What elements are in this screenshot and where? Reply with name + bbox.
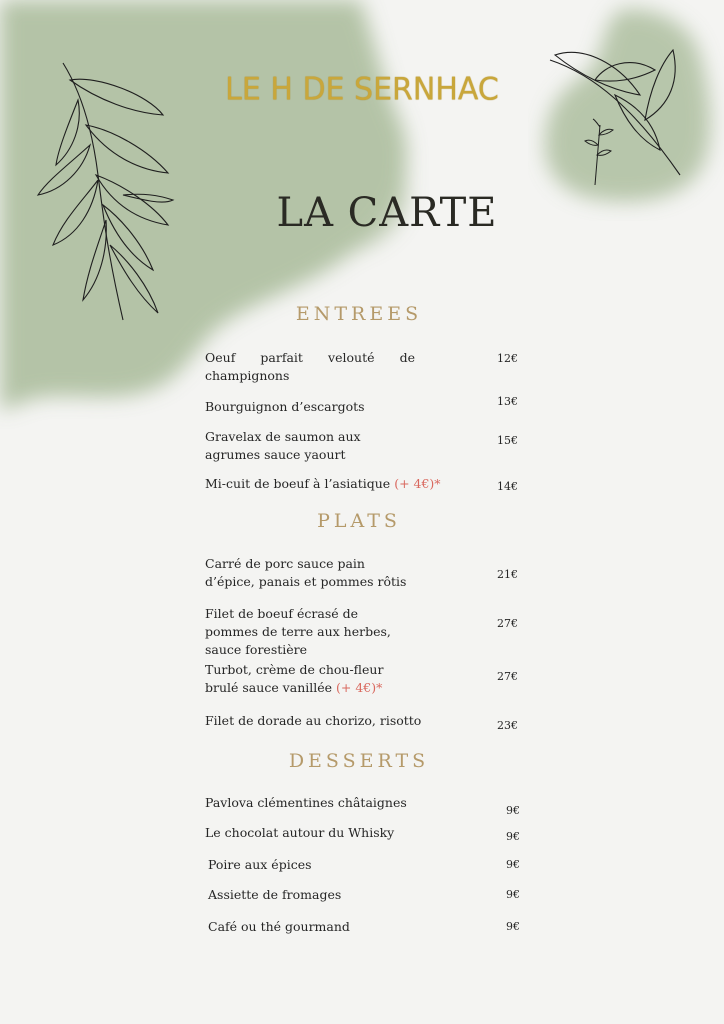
- menu-item-price: 12€: [497, 352, 518, 365]
- menu-item: [205, 661, 415, 697]
- menu-title: LA CARTE: [276, 190, 498, 236]
- menu-item-price: 23€: [497, 719, 518, 732]
- menu-item-name: Carré de porc sauce pain d’épice, panais et pommes rôtis: [205, 556, 407, 589]
- supplement-note: (+ 4€)*: [394, 476, 441, 491]
- small-sprig-icon: [585, 119, 613, 185]
- menu-item-price: 15€: [497, 434, 518, 447]
- menu-item-price: 9€: [506, 830, 520, 843]
- section-title-entrees: ENTREES: [295, 303, 423, 325]
- menu-item-price: 9€: [506, 804, 520, 817]
- menu-item-name: Filet de boeuf écrasé de pommes de terre aux herbes, sauce forestière: [205, 606, 391, 657]
- supplement-note: (+ 4€)*: [336, 680, 383, 695]
- menu-item-name: Oeuf parfait velouté de champignons: [205, 350, 415, 383]
- menu-item-name: Bourguignon d’escargots: [205, 399, 365, 414]
- menu-item-name: Poire aux épices: [208, 857, 312, 872]
- menu-item-price: 9€: [506, 920, 520, 933]
- olive-branch-right-icon: [545, 35, 695, 195]
- menu-item-price: 14€: [497, 480, 518, 493]
- section-title-desserts: DESSERTS: [288, 750, 430, 772]
- menu-item-name: Pavlova clémentines châtaignes: [205, 795, 407, 810]
- menu-item-name: Café ou thé gourmand: [208, 919, 350, 934]
- menu-item-name: Gravelax de saumon aux agrumes sauce yaourt: [205, 429, 361, 462]
- menu-item-price: 13€: [497, 395, 518, 408]
- menu-item-name: Assiette de fromages: [208, 887, 342, 902]
- menu-item-price: 9€: [506, 888, 520, 901]
- section-title-plats: PLATS: [317, 510, 401, 532]
- menu-item-price: 27€: [497, 670, 518, 683]
- menu-item: [205, 475, 465, 493]
- menu-item-name: Le chocolat autour du Whisky: [205, 825, 395, 840]
- menu-item-price: 27€: [497, 617, 518, 630]
- menu-item-name: Mi-cuit de boeuf à l’asiatique: [205, 476, 391, 491]
- restaurant-name: LE H DE SERNHAC: [225, 71, 499, 108]
- menu-item-name: Turbot, crème de chou-fleur brulé sauce vanillée: [205, 662, 384, 695]
- menu-item-price: 21€: [497, 568, 518, 581]
- menu-item-name: Filet de dorade au chorizo, risotto: [205, 713, 422, 728]
- menu-item-price: 9€: [506, 858, 520, 871]
